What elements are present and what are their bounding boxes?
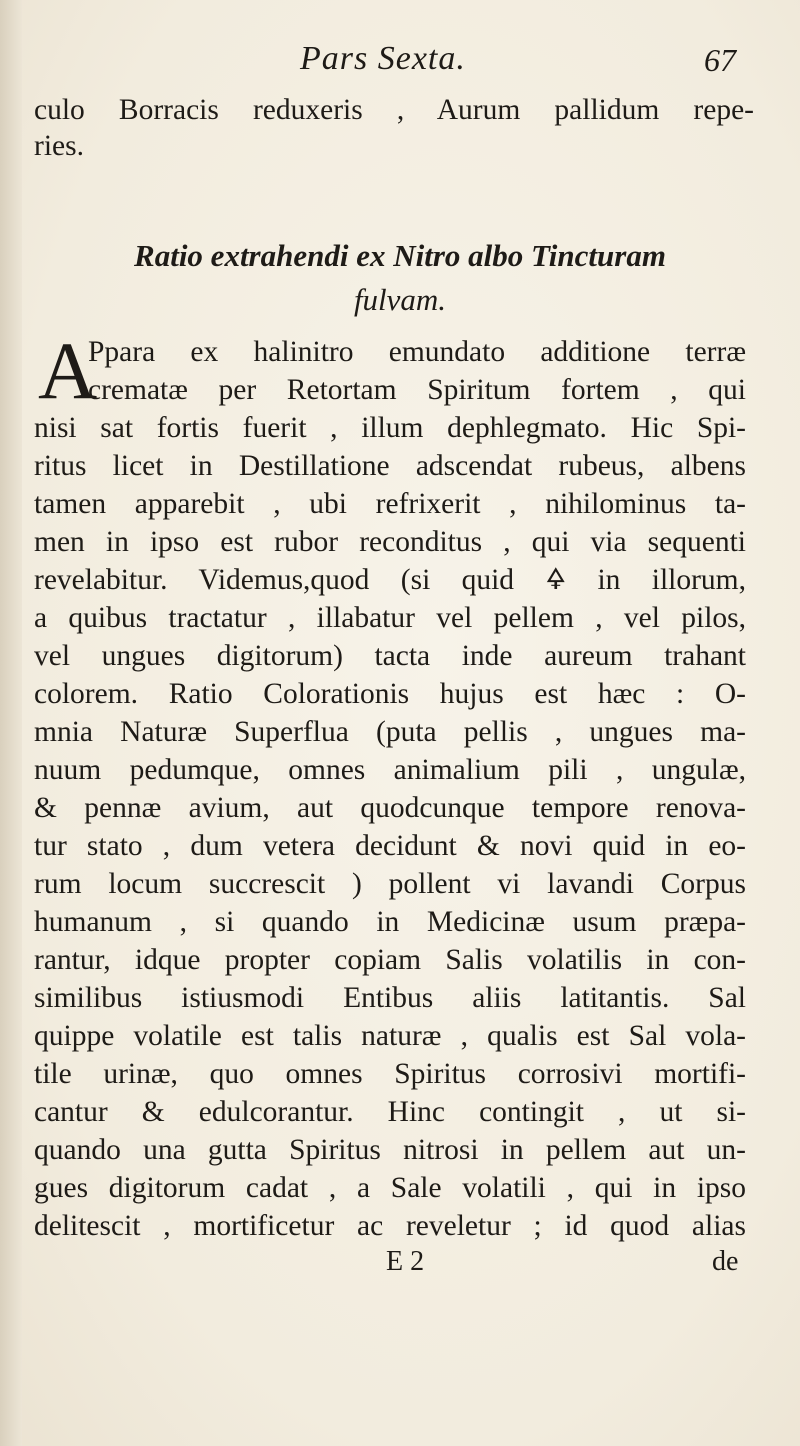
- signature-mark: E 2: [386, 1246, 425, 1277]
- section-title-line-1: Ratio extrahendi ex Nitro albo Tincturam: [134, 238, 666, 273]
- paragraph-line: crematæ per Retortam Spiritum fortem , qui: [88, 374, 746, 406]
- paragraph-line: revelabitur. Videmus,quod (si quid 🜍 in illorum,: [34, 564, 746, 596]
- paragraph-line: & pennæ avium, aut quodcunque tempore renova-: [34, 792, 746, 824]
- paragraph-line: Ppara ex halinitro emundato additione terræ: [88, 336, 746, 368]
- paragraph-line: similibus istiusmodi Entibus aliis latitantis. Sal: [34, 982, 746, 1014]
- paragraph-line: rum locum succrescit ) pollent vi lavandi Corpus: [34, 868, 746, 900]
- paragraph-line: tur stato , dum vetera decidunt & novi quid in eo-: [34, 830, 746, 862]
- paragraph-line: quippe volatile est talis naturæ , qualis est Sal vola-: [34, 1020, 746, 1052]
- paragraph-line: humanum , si quando in Medicinæ usum præpa-: [34, 906, 746, 938]
- section-title-line-2: fulvam.: [353, 282, 447, 317]
- paragraph-line: quando una gutta Spiritus nitrosi in pellem aut un-: [34, 1134, 746, 1166]
- catchword: de: [712, 1246, 739, 1277]
- page-gutter: [0, 0, 22, 1446]
- paragraph-line: a quibus tractatur , illabatur vel pellem , vel pilos,: [34, 602, 746, 634]
- paragraph-line: gues digitorum cadat , a Sale volatili , qui in ipso: [34, 1172, 746, 1204]
- paragraph-line: tamen apparebit , ubi refrixerit , nihilominus ta-: [34, 488, 746, 520]
- intro-line-1: culo Borracis reduxeris , Aurum pallidum repe-: [34, 94, 754, 126]
- paragraph-line: colorem. Ratio Colorationis hujus est hæc : O-: [34, 678, 746, 710]
- paragraph-line: men in ipso est rubor reconditus , qui via sequenti: [34, 526, 746, 558]
- intro-line-2: ries.: [34, 130, 84, 162]
- running-head: Pars Sexta.: [300, 40, 466, 77]
- page-header: [0, 40, 800, 84]
- paragraph-line: cantur & edulcorantur. Hinc contingit , ut si-: [34, 1096, 746, 1128]
- drop-cap: A: [38, 325, 98, 416]
- paragraph-line: nuum pedumque, omnes animalium pili , ungulæ,: [34, 754, 746, 786]
- paragraph-line: tile urinæ, quo omnes Spiritus corrosivi mortifi-: [34, 1058, 746, 1090]
- paragraph-line: ritus licet in Destillatione adscendat rubeus, albens: [34, 450, 746, 482]
- paragraph-line: mnia Naturæ Superflua (puta pellis , ungues ma-: [34, 716, 746, 748]
- paragraph-line: nisi sat fortis fuerit , illum dephlegmato. Hic Spi-: [34, 412, 746, 444]
- paragraph-line: vel ungues digitorum) tacta inde aureum trahant: [34, 640, 746, 672]
- page-number: 67: [704, 42, 736, 78]
- paragraph-line: delitescit , mortificetur ac reveletur ; id quod alias: [34, 1210, 746, 1242]
- paragraph-line: rantur, idque propter copiam Salis volatilis in con-: [34, 944, 746, 976]
